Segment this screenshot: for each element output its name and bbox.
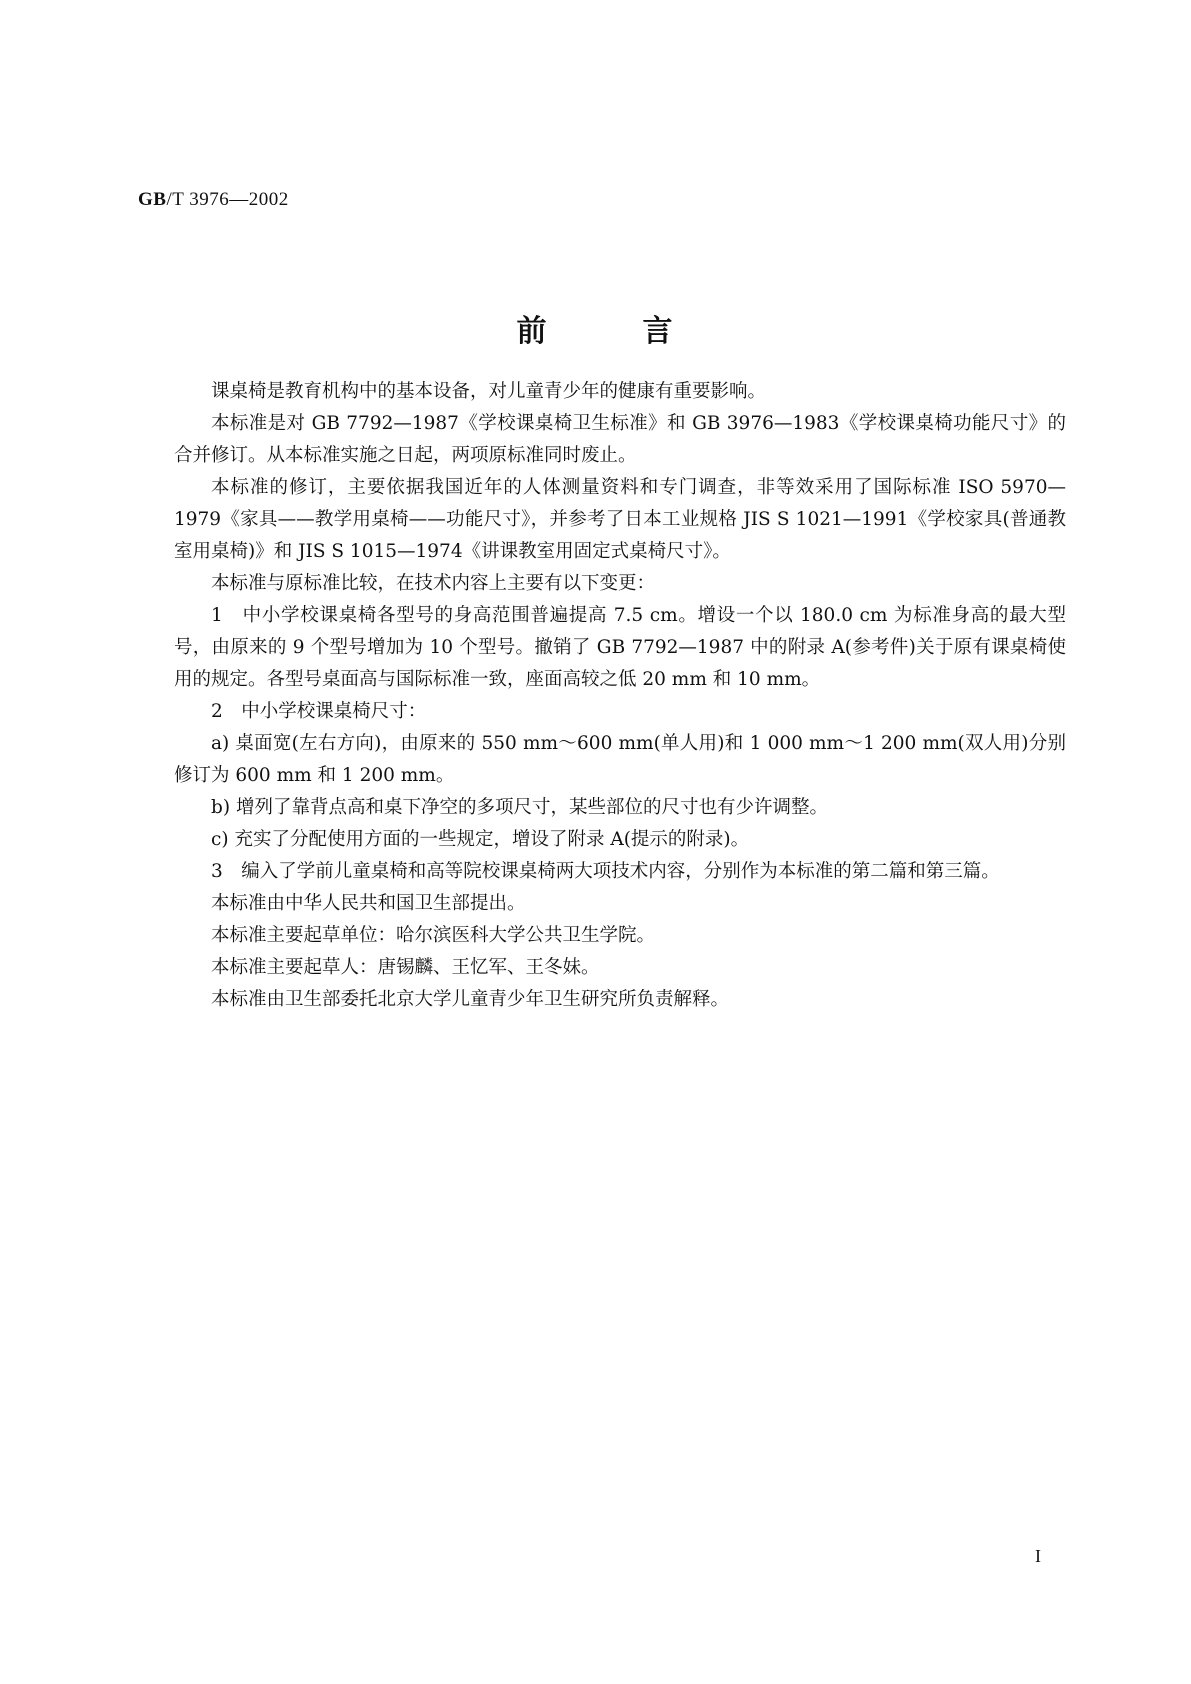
standard-code-prefix: GB — [138, 189, 167, 210]
list-item-2: 2 中小学校课桌椅尺寸： — [211, 701, 427, 722]
page-number: I — [1035, 1546, 1041, 1566]
paragraph-intro: 课桌椅是教育机构中的基本设备，对儿童青少年的健康有重要影响。 — [211, 381, 767, 402]
standard-code — [138, 189, 289, 211]
page-title-char-2: 言 — [642, 314, 675, 349]
paragraph-drafters: 本标准主要起草人：唐锡麟、王忆军、王冬妹。 — [211, 957, 600, 978]
paragraph-drafting-unit: 本标准主要起草单位：哈尔滨医科大学公共卫生学院。 — [211, 925, 656, 946]
paragraph-proposer: 本标准由中华人民共和国卫生部提出。 — [211, 893, 526, 914]
paragraph-basis: 本标准的修订，主要依据我国近年的人体测量资料和专门调查，非等效采用了国际标准 ISO 5970—1979《家具——教学用桌椅——功能尺寸》，并参考了日本工业规格 JIS S 1021—1991《学校家具(普通教室用桌椅)》和 JIS S 1015—1974《讲课教室用固定式桌椅尺寸》。 — [174, 477, 1066, 562]
list-item-2b: b) 增列了靠背点高和桌下净空的多项尺寸，某些部位的尺寸也有少许调整。 — [211, 797, 828, 818]
page-title-char-1: 前 — [516, 314, 549, 349]
standard-code-number: /T 3976—2002 — [166, 189, 289, 210]
foreword-body — [174, 376, 1066, 1016]
list-item-1: 1 中小学校课桌椅各型号的身高范围普遍提高 7.5 cm。增设一个以 180.0 cm 为标准身高的最大型号，由原来的 9 个型号增加为 10 个型号。撤销了 GB 7792—1987 中的附录 A(参考件)关于原有课桌椅使用的规定。各型号桌面高与国际标准一致，座面高较之低 20 mm 和 10 mm。 — [174, 605, 1066, 690]
list-item-3: 3 编入了学前儿童桌椅和高等院校课桌椅两大项技术内容，分别作为本标准的第二篇和第三篇。 — [211, 861, 1000, 882]
paragraph-merge: 本标准是对 GB 7792—1987《学校课桌椅卫生标准》和 GB 3976—1983《学校课桌椅功能尺寸》的合并修订。从本标准实施之日起，两项原标准同时废止。 — [174, 413, 1066, 466]
paragraph-interpretation: 本标准由卫生部委托北京大学儿童青少年卫生研究所负责解释。 — [211, 989, 730, 1010]
page-title — [0, 306, 1191, 350]
list-item-2c: c) 充实了分配使用方面的一些规定，增设了附录 A(提示的附录)。 — [211, 829, 750, 850]
paragraph-changes-lead: 本标准与原标准比较，在技术内容上主要有以下变更： — [211, 573, 656, 594]
list-item-2a: a) 桌面宽(左右方向)，由原来的 550 mm～600 mm(单人用)和 1 000 mm～1 200 mm(双人用)分别修订为 600 mm 和 1 200 mm。 — [174, 733, 1066, 786]
